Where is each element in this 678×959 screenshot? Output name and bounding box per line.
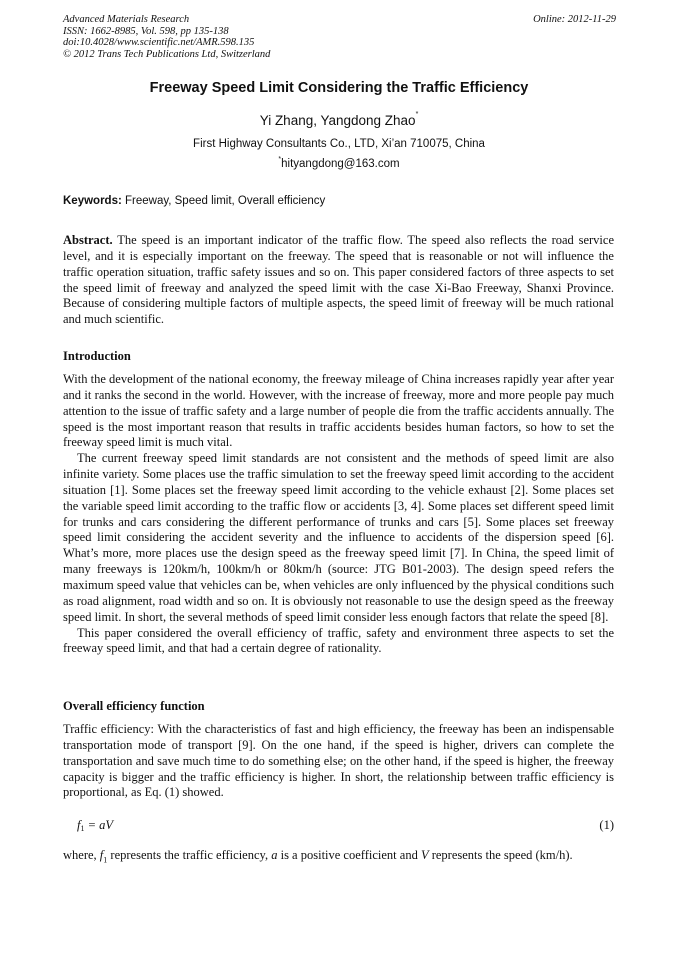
overall-paragraph: Traffic efficiency: With the characteristics of fast and high efficiency, the freeway has been an indispensable transportation mode of transport [9]. On the one hand, if the speed is higher, drivers can complete the transportation and save much time to do something else; on the other hand, if the speed is higher, the freeway capacity is bigger and the traffic efficiency is higher. In short, the relationship between traffic efficiency is proportional, as Eq. (1) showed. xyxy=(63,722,614,800)
keywords-label: Keywords: xyxy=(63,195,122,207)
equation-expression: $f_1$ = aV xyxy=(77,818,114,833)
online-date: Online: 2012-11-29 xyxy=(533,14,616,25)
overall-heading: Overall efficiency function xyxy=(63,699,205,713)
keywords xyxy=(63,195,325,207)
equation-number: (1) xyxy=(599,818,614,832)
author-names: Yi Zhang, Yangdong Zhao xyxy=(259,113,416,128)
email-line xyxy=(0,158,678,170)
journal-header xyxy=(63,14,270,60)
abstract xyxy=(63,233,614,328)
authors xyxy=(0,113,678,128)
overall-body xyxy=(63,722,614,801)
abstract-text: The speed is an important indicator of the traffic flow. The speed also reflects the road service level, and it is especially important on the freeway. The speed that is reasonable or not will influence the traffic operation situation, traffic safety issues and so on. This paper considered factors of three aspects to set the speed limit of freeway and analyzed the speed limit with the case Xi-Bao Freeway, Shanxi Province. Because of considering multiple factors of multiple aspects, the speed limit of freeway will be much rational and much scientific. xyxy=(63,233,614,327)
affiliation: First Highway Consultants Co., LTD, Xi’an 710075, China xyxy=(193,138,485,150)
keywords-text: Freeway, Speed limit, Overall efficiency xyxy=(125,195,326,207)
where-line: where, $f_1$ represents the traffic efficiency, a is a positive coefficient and V represents the speed (km/h). xyxy=(63,848,573,865)
doi-line: doi:10.4028/www.scientific.net/AMR.598.135 xyxy=(63,37,255,48)
introduction-heading: Introduction xyxy=(63,349,131,363)
intro-paragraph-2: The current freeway speed limit standards are not consistent and the methods of speed limit are also infinite variety. Some places use the traffic simulation to set the freeway speed limit according to the accident situation [1]. Some places set the freeway speed limit according to the vehicle exhaust [2]. Some places set the variable speed limit according to the traffic flow or accidents [3, 4]. Some places set different speed limit for trunks and cars considering the different performance of trunks and cars [5]. Some places set freeway speed limit considering the accident severity and the influence to accidents of the dispersion speed [6]. What’s more, more places use the design speed as the freeway speed limit [7]. In China, the speed limit of many freeways is 120km/h, 100km/h or 80km/h (source: JTG B01-2003). The design speed refers the maximum speed value that vehicles can be, when vehicles are only influenced by the physical conditions such as road alignment, road width and so on. It is obviously not reasonable to use the design speed as the freeway speed limit. In short, the several methods of speed limit consider less enough factors that relate the speed [8]. xyxy=(63,451,614,624)
email-mark: * xyxy=(278,156,282,163)
journal-name: Advanced Materials Research xyxy=(63,14,190,25)
issn-line: ISSN: 1662-8985, Vol. 598, pp 135-138 xyxy=(63,25,229,37)
email-address: hityangdong@163.com xyxy=(281,158,400,170)
copyright-line: © 2012 Trans Tech Publications Ltd, Switzerland xyxy=(63,48,271,60)
paper-title: Freeway Speed Limit Considering the Traffic Efficiency xyxy=(149,80,529,96)
introduction-body xyxy=(63,372,614,657)
author-mark: * xyxy=(415,111,419,118)
intro-paragraph-3: This paper considered the overall efficiency of traffic, safety and environment three aspects to set the freeway speed limit, and that had a certain degree of rationality. xyxy=(63,625,614,656)
abstract-label: Abstract. xyxy=(63,233,113,247)
intro-paragraph-1: With the development of the national economy, the freeway mileage of China increases rapidly year after year and it ranks the second in the world. However, with the increase of freeway, more and more people pay much attention to the issue of traffic safety and a large number of people die from the traffic accidents annually. The speed is the most important reason that results in traffic accidents besides human factors, so how to set the freeway speed limit is much vital. xyxy=(63,372,614,450)
